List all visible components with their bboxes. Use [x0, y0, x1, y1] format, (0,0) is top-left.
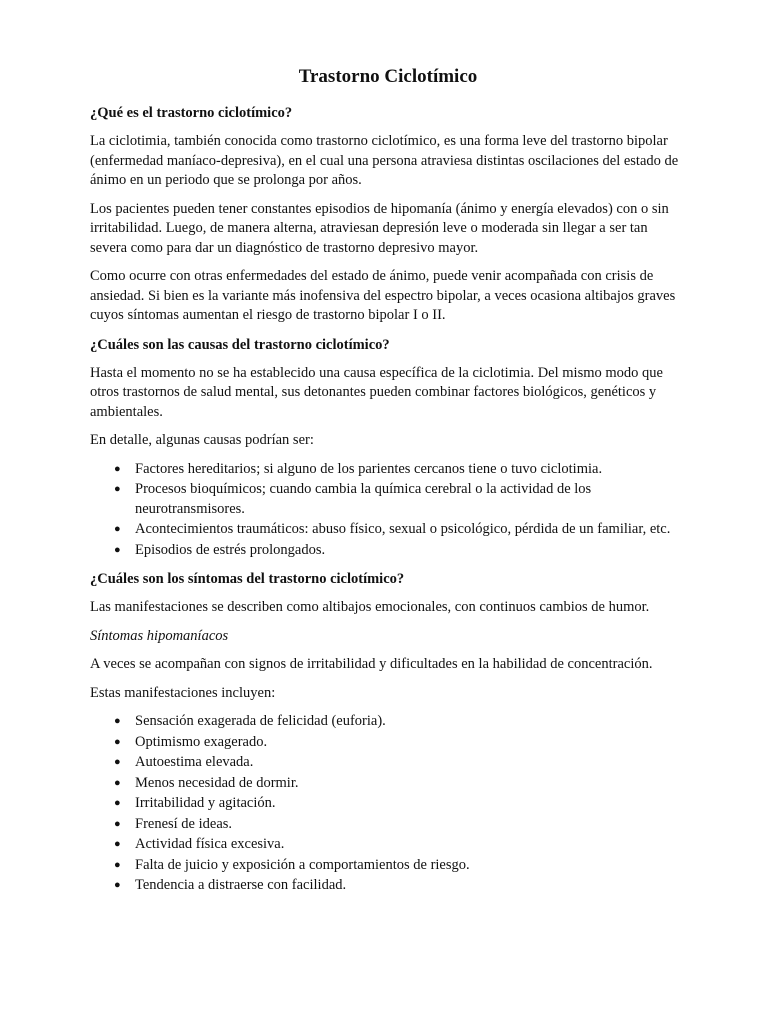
list-item: [114, 856, 686, 876]
list-item-text: Acontecimientos traumáticos: abuso físico, sexual o psicológico, pérdida de un familiar, etc.: [135, 521, 671, 537]
paragraph: Los pacientes pueden tener constantes episodios de hipomanía (ánimo y energía elevados) con o sin irritabilidad. Luego, de manera alterna, atraviesan depresión leve o moderada sin llegar a ser tan severa como para dar un diagnóstico de trastorno depresivo mayor.: [90, 200, 669, 256]
list-item: [114, 774, 686, 794]
bullet-icon: ●: [114, 879, 121, 891]
bullet-icon: ●: [114, 756, 121, 768]
list-item-text: Menos necesidad de dormir.: [135, 774, 299, 791]
bullet-icon: ●: [114, 858, 121, 871]
causes-list: [90, 460, 686, 561]
list-item-text: Actividad física excesiva.: [135, 836, 285, 852]
section-heading: ¿Cuáles son las causas del trastorno ciclotímico?: [90, 336, 390, 353]
list-item: [114, 753, 686, 773]
paragraph: La ciclotimia, también conocida como trastorno ciclotímico, es una forma leve del trastorno bipolar (enfermedad maníaco-depresiva), en el cual una persona atraviesa distintas oscilaciones del estado de ánimo en un periodo que se prolonga por años.: [90, 133, 679, 188]
paragraph: En detalle, algunas causas podrían ser:: [90, 432, 314, 448]
list-item: [114, 794, 686, 814]
list-item: [114, 460, 686, 480]
section-causes: [90, 335, 686, 561]
paragraph: Hasta el momento no se ha establecido una causa específica de la ciclotimia. Del mismo modo que otros trastornos de salud mental, sus detonantes pueden combinar factores biológicos, genéticos y ambientales.: [90, 364, 663, 420]
list-item: [114, 520, 686, 540]
bullet-icon: ●: [114, 543, 121, 556]
paragraph: Como ocurre con otras enfermedades del estado de ánimo, puede venir acompañada con crisis de ansiedad. Si bien es la variante más inofensiva del espectro bipolar, a veces ocasiona altibajos graves cuyos síntomas aumentan el riesgo de trastorno bipolar I o II.: [90, 268, 676, 323]
section-symptoms: [90, 569, 686, 896]
list-item-text: Falta de juicio y exposición a comportamientos de riesgo.: [135, 856, 470, 873]
paragraph: Las manifestaciones se describen como altibajos emocionales, con continuos cambios de humor.: [90, 599, 650, 615]
list-item-text: Frenesí de ideas.: [135, 815, 233, 832]
list-item-text: Optimismo exagerado.: [135, 733, 268, 750]
paragraph: A veces se acompañan con signos de irritabilidad y dificultades en la habilidad de concentración.: [90, 656, 653, 672]
bullet-icon: ●: [114, 817, 121, 830]
list-item: [114, 541, 686, 561]
bullet-icon: ●: [114, 483, 121, 495]
bullet-icon: ●: [114, 523, 121, 535]
list-item-text: Tendencia a distraerse con facilidad.: [135, 877, 347, 893]
list-item: [114, 876, 686, 896]
list-item-text: Irritabilidad y agitación.: [135, 795, 276, 811]
list-item: [114, 835, 686, 855]
bullet-icon: ●: [114, 776, 121, 789]
list-item: [114, 815, 686, 835]
bullet-icon: ●: [114, 462, 121, 475]
section-what-is: [90, 103, 686, 326]
symptoms-list: [90, 712, 686, 896]
list-item-text: Factores hereditarios; si alguno de los parientes cercanos tiene o tuvo ciclotimia.: [135, 460, 603, 477]
bullet-icon: ●: [114, 735, 121, 748]
list-item-text: Autoestima elevada.: [135, 754, 254, 770]
bullet-icon: ●: [114, 797, 121, 809]
document-title: Trastorno Ciclotímico: [298, 66, 478, 87]
section-heading: ¿Qué es el trastorno ciclotímico?: [90, 105, 293, 121]
list-item-text: Sensación exagerada de felicidad (euforia).: [135, 713, 386, 729]
list-item: [114, 712, 686, 732]
bullet-icon: ●: [114, 838, 121, 850]
section-heading: ¿Cuáles son los síntomas del trastorno ciclotímico?: [90, 571, 405, 587]
list-item-text: Episodios de estrés prolongados.: [135, 541, 326, 558]
subsection-heading: Síntomas hipomaníacos: [90, 627, 229, 644]
paragraph: Estas manifestaciones incluyen:: [90, 684, 276, 701]
list-item: [114, 480, 686, 519]
list-item-text: Procesos bioquímicos; cuando cambia la química cerebral o la actividad de los neurotransmisores.: [135, 481, 592, 517]
list-item: [114, 733, 686, 753]
bullet-icon: ●: [114, 715, 121, 727]
